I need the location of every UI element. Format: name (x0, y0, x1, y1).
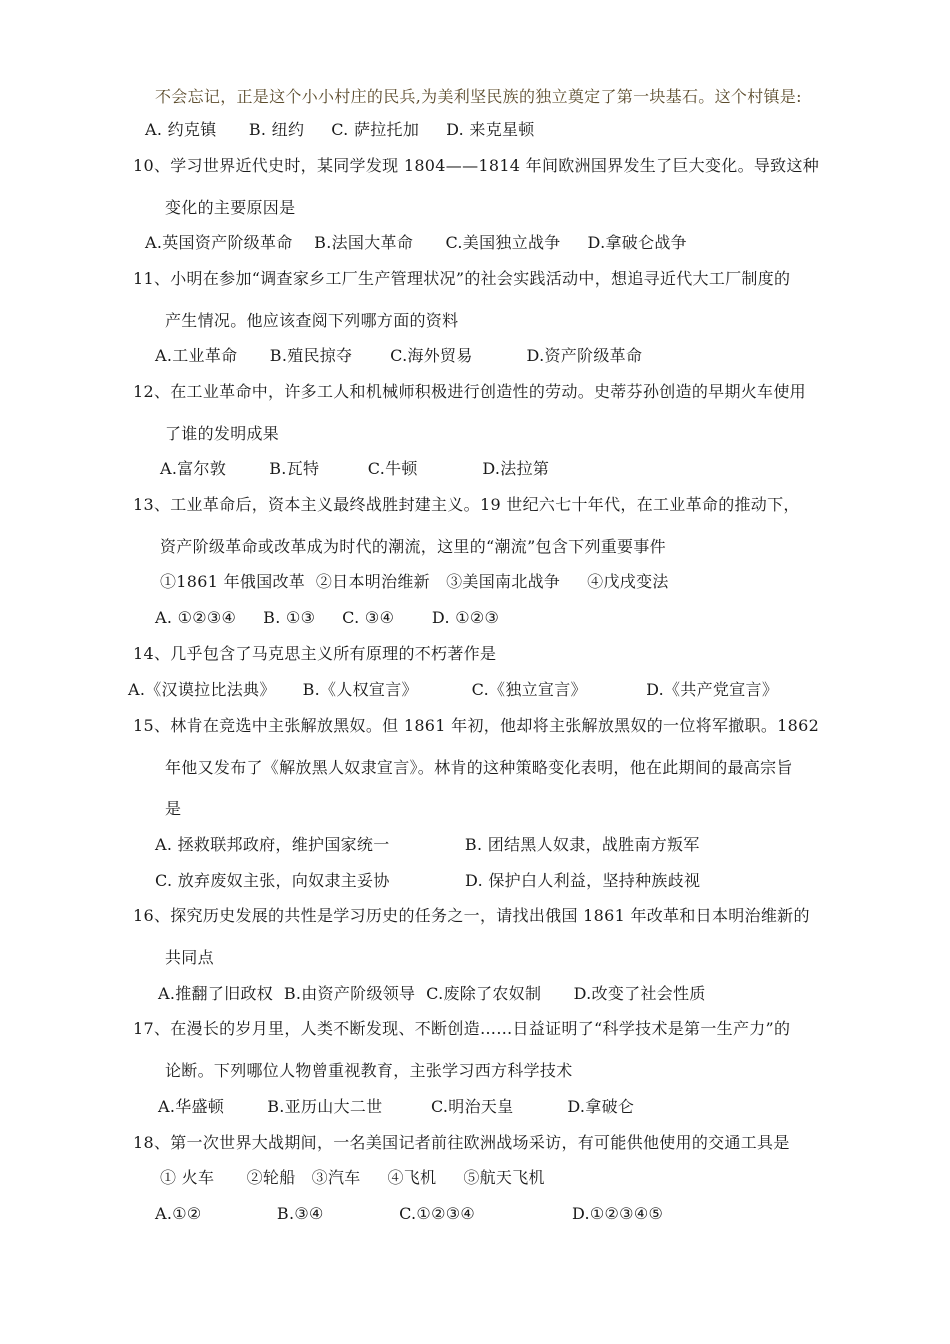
q15-stem-end: 是 (165, 799, 182, 818)
q13-events: ①1861 年俄国改革 ②日本明治维新 ③美国南北战争 ④戊戌变法 (160, 572, 669, 591)
q13-options: A. ①②③④ B. ①③ C. ③④ D. ①②③ (155, 608, 500, 627)
q13-stem-continued: 资产阶级革命或改革成为时代的潮流，这里的“潮流”包含下列重要事件 (160, 537, 666, 556)
q10-stem: 10、学习世界近代史时，某同学发现 1804——1814 年间欧洲国界发生了巨大变化。导致这种 (133, 156, 820, 175)
q16-stem: 16、探究历史发展的共性是学习历史的任务之一，请找出俄国 1861 年改革和日本明治维新的 (133, 906, 810, 925)
q15-stem: 15、林肯在竞选中主张解放黑奴。但 1861 年初，他却将主张解放黑奴的一位将军撤职。1862 (133, 716, 820, 735)
q18-stem: 18、第一次世界大战期间，一名美国记者前往欧洲战场采访，有可能供他使用的交通工具是 (133, 1133, 790, 1152)
q15-options-cd: C. 放弃废奴主张，向奴隶主妥协 D. 保护白人利益，坚持种族歧视 (155, 871, 701, 890)
q12-options: A.富尔敦 B.瓦特 C.牛顿 D.法拉第 (160, 459, 550, 478)
q15-options-ab: A. 拯救联邦政府，维护国家统一 B. 团结黑人奴隶，战胜南方叛军 (155, 835, 700, 854)
q16-options: A.推翻了旧政权 B.由资产阶级领导 C.废除了农奴制 D.改变了社会性质 (158, 984, 706, 1003)
q17-stem: 17、在漫长的岁月里，人类不断发现、不断创造……日益证明了“科学技术是第一生产力”的 (133, 1019, 791, 1038)
q10-stem-continued: 变化的主要原因是 (165, 198, 296, 217)
q11-stem-continued: 产生情况。他应该查阅下列哪方面的资料 (165, 311, 459, 330)
q17-options: A.华盛顿 B.亚历山大二世 C.明治天皇 D.拿破仑 (158, 1097, 635, 1116)
q13-stem: 13、工业革命后，资本主义最终战胜封建主义。19 世纪六七十年代，在工业革命的推动下， (133, 495, 800, 514)
q11-stem: 11、小明在参加“调查家乡工厂生产管理状况”的社会实践活动中，想追寻近代大工厂制度的 (133, 269, 791, 288)
q16-stem-continued: 共同点 (165, 948, 214, 967)
q9-stem-continued: 不会忘记，正是这个小小村庄的民兵,为美利坚民族的独立奠定了第一块基石。这个村镇是: (155, 87, 802, 106)
q9-options: A. 约克镇 B. 纽约 C. 萨拉托加 D. 来克星顿 (145, 120, 535, 139)
q14-options: A.《汉谟拉比法典》 B.《人权宣言》 C.《独立宣言》 D.《共产党宣言》 (128, 680, 779, 699)
q17-stem-continued: 论断。下列哪位人物曾重视教育，主张学习西方科学技术 (165, 1061, 573, 1080)
q14-stem: 14、几乎包含了马克思主义所有原理的不朽著作是 (133, 644, 497, 663)
q12-stem: 12、在工业革命中，许多工人和机械师积极进行创造性的劳动。史蒂芬孙创造的早期火车使用 (133, 382, 806, 401)
q18-options: A.①② B.③④ C.①②③④ D.①②③④⑤ (155, 1204, 664, 1223)
q15-stem-continued: 年他又发布了《解放黑人奴隶宣言》。林肯的这种策略变化表明，他在此期间的最高宗旨 (165, 758, 793, 777)
q18-items: ① 火车 ②轮船 ③汽车 ④飞机 ⑤航天飞机 (160, 1168, 545, 1187)
q10-options: A.英国资产阶级革命 B.法国大革命 C.美国独立战争 D.拿破仑战争 (145, 233, 687, 252)
q11-options: A.工业革命 B.殖民掠夺 C.海外贸易 D.资产阶级革命 (155, 346, 643, 365)
q12-stem-continued: 了谁的发明成果 (165, 424, 280, 443)
